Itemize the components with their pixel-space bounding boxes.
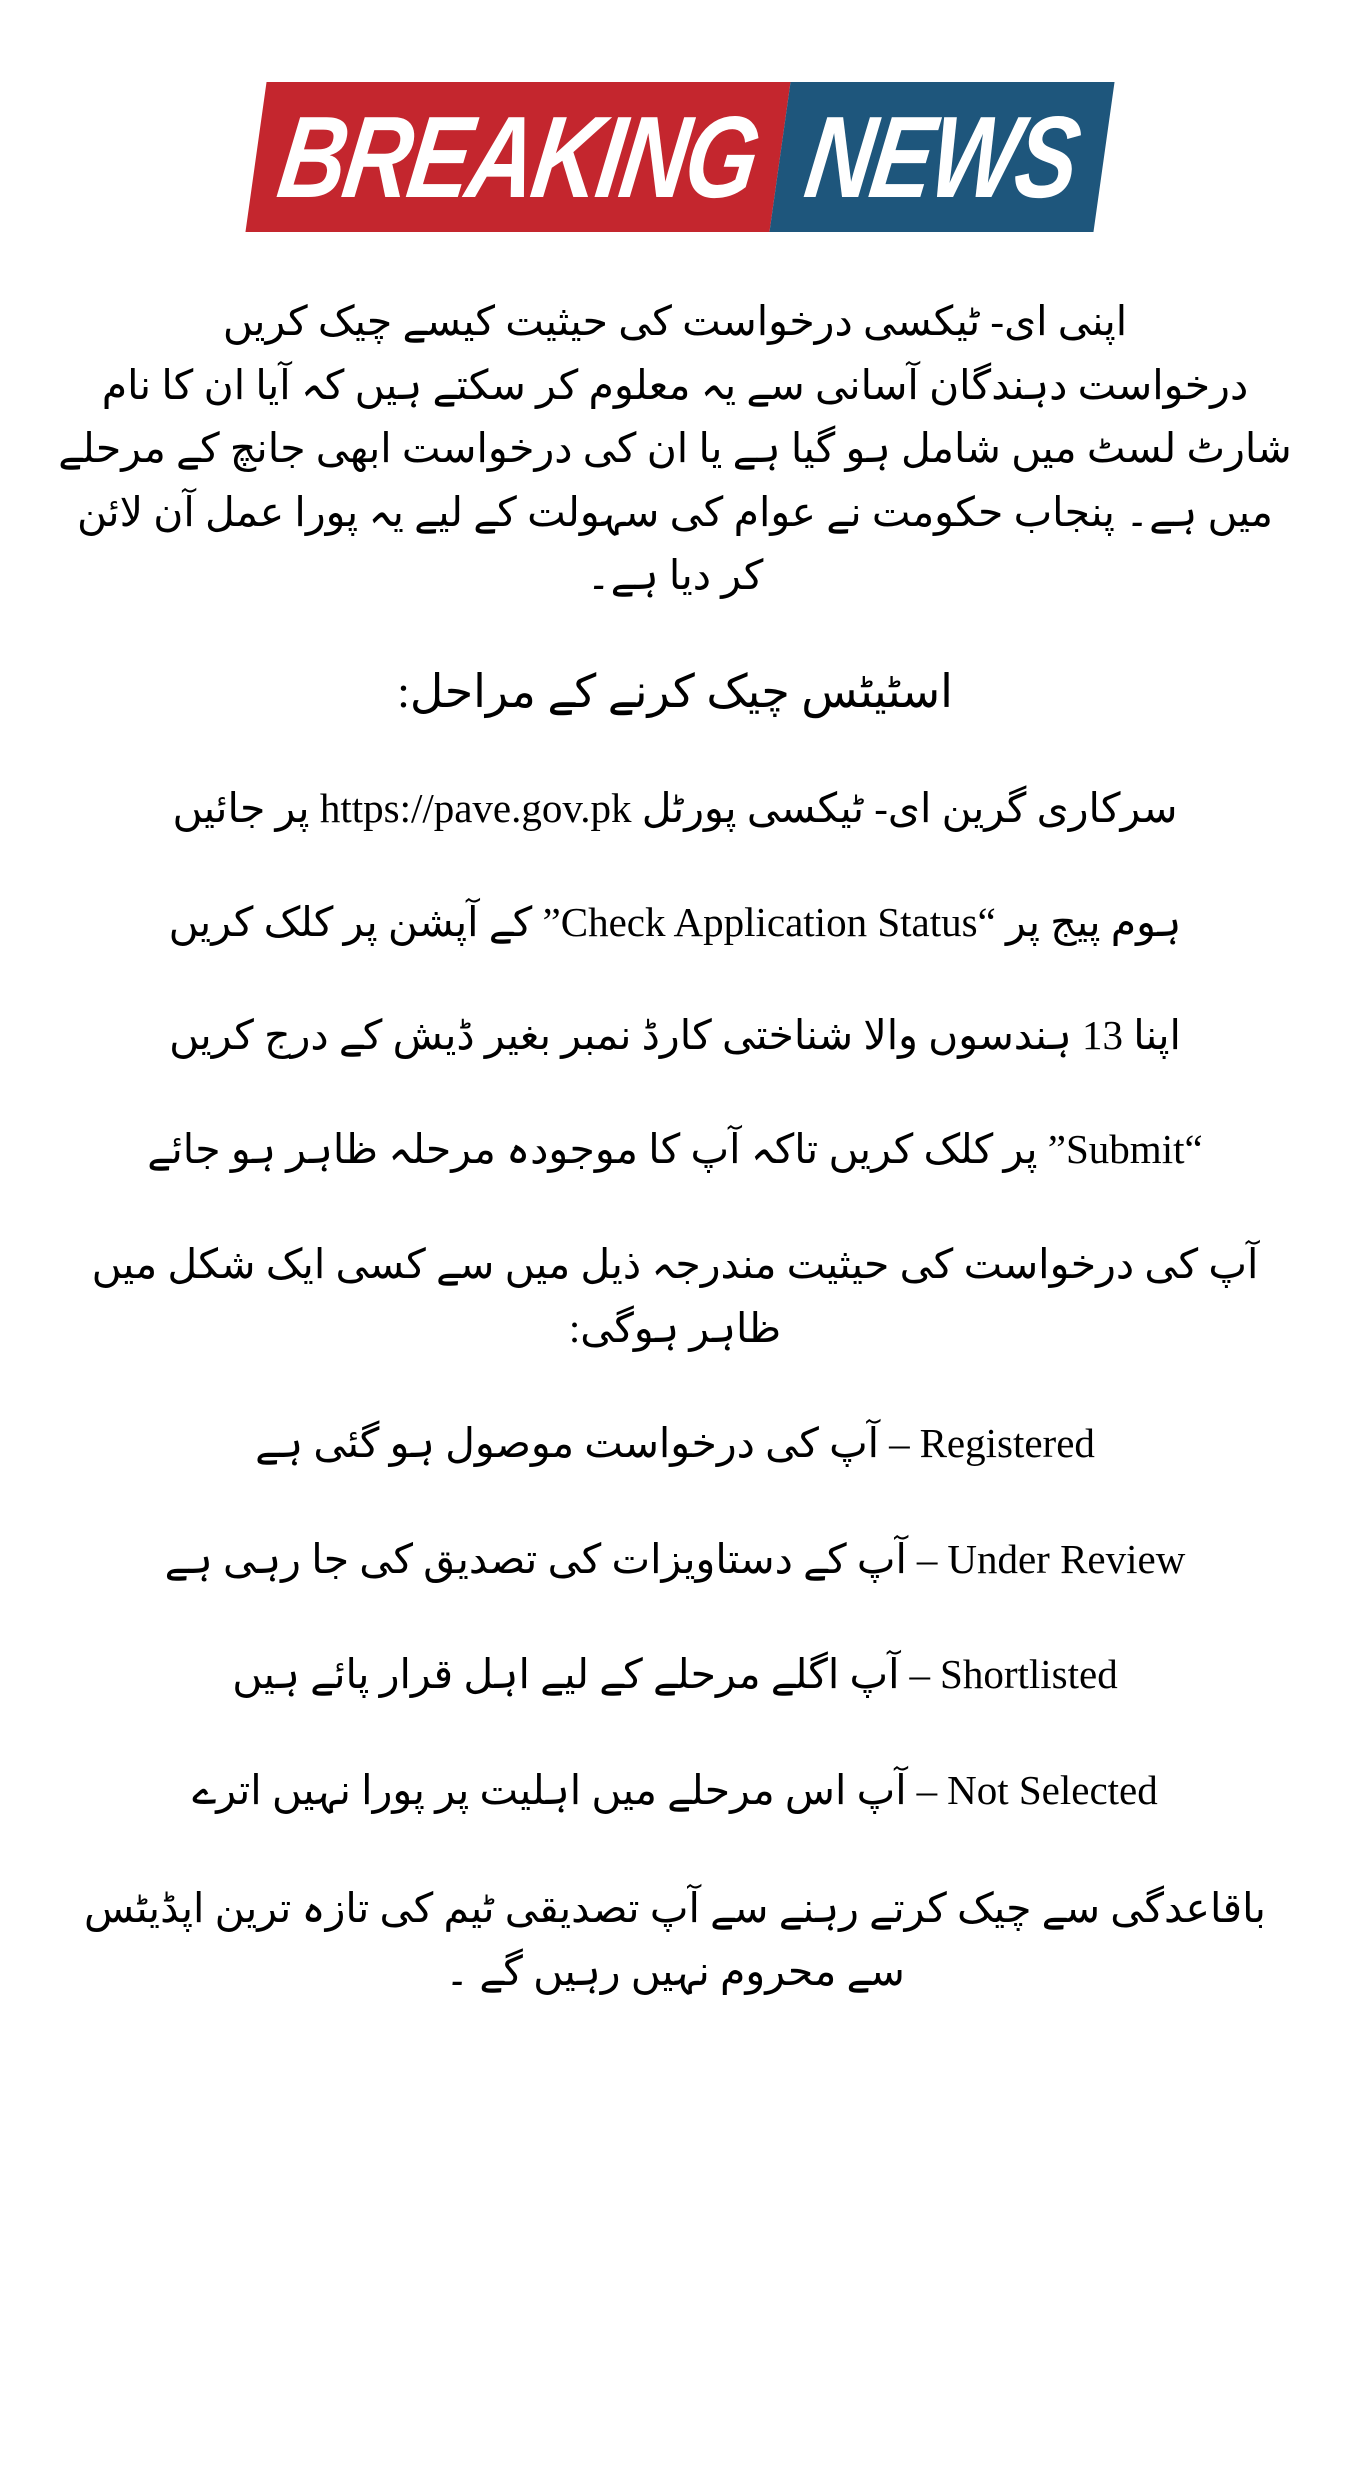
article-intro-paragraph: درخواست دہندگان آسانی سے یہ معلوم کر سکتے ہیں کہ آیا ان کا نام شارٹ لسٹ میں شامل ہو گیا ہے یا ان کی درخواست ابھی جانچ کے مرحلے میں ہے۔ پنجاب حکومت نے عوام کی سہولت کے لیے یہ پورا عمل آن لائن کر دیا ہے۔ [58,361,1292,599]
status-separator: – [909,1651,931,1698]
step-click-submit: “Submit” پر کلک کریں تاکہ آپ کا موجودہ مرحلہ ظاہر ہو جائے [147,1125,1203,1172]
banner-shape [245,82,1114,232]
news-banner-segment [769,82,1114,232]
step-visit-portal: سرکاری گرین ای- ٹیکسی پورٹل https://pave.gov.pk پر جائیں [172,785,1178,832]
breaking-banner-segment [245,82,790,232]
status-label-registered: Registered [919,1420,1095,1467]
closing-note: باقاعدگی سے چیک کرتے رہنے سے آپ تصدیقی ٹیم کی تازہ ترین اپڈیٹس سے محروم نہیں رہیں گے ۔ [84,1884,1266,1995]
breaking-news-banner [256,82,1350,232]
status-line-under-review [58,1528,1292,1592]
status-line-not-selected [58,1759,1292,1823]
step-click-check-status: ہوم پیج پر “Check Application Status” کے آپشن پر کلک کریں [168,898,1182,945]
status-separator: – [916,1535,938,1582]
article-title: اپنی ای- ٹیکسی درخواست کی حیثیت کیسے چیک کریں [222,298,1128,344]
status-line-shortlisted [58,1643,1292,1707]
article-body [0,290,1350,2004]
status-label-not-selected: Not Selected [947,1766,1158,1813]
step-enter-cnic: اپنا 13 ہندسوں والا شناختی کارڈ نمبر بغیر ڈیش کے درج کریں [169,1012,1181,1059]
status-description-not-selected: آپ اس مرحلے میں اہلیت پر پورا نہیں اترے [192,1766,907,1813]
status-description-shortlisted: آپ اگلے مرحلے کے لیے اہل قرار پائے ہیں [232,1651,900,1698]
breaking-label: BREAKING [270,92,766,222]
news-label: NEWS [798,92,1086,222]
status-description-registered: آپ کی درخواست موصول ہو گئی ہے [255,1420,880,1467]
status-description-under-review: آپ کے دستاویزات کی تصدیق کی جا رہی ہے [164,1535,907,1582]
status-separator: – [916,1766,938,1813]
steps-heading: اسٹیٹس چیک کرنے کے مراحل: [397,665,953,717]
status-intro-paragraph: آپ کی درخواست کی حیثیت مندرجہ ذیل میں سے کسی ایک شکل میں ظاہر ہوگی: [91,1241,1259,1351]
status-label-under-review: Under Review [947,1535,1186,1582]
status-line-registered [58,1412,1292,1476]
status-separator: – [889,1420,910,1467]
status-label-shortlisted: Shortlisted [940,1651,1118,1698]
